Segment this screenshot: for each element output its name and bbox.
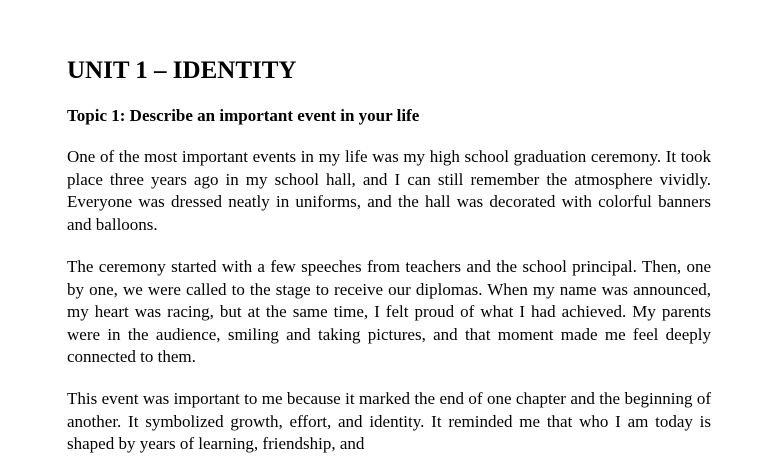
- paragraph-3: This event was important to me because it marked the end of one chapter and the beginning of another. It symbolized growth, effort, and identity. It reminded me that who I am today is shaped by years of learning, friendship, and: [67, 389, 711, 453]
- paragraph-1: One of the most important events in my life was my high school graduation ceremony. It took place three years ago in my school hall, and I can still remember the atmosphere vividly. Everyone was dressed neatly in uniforms, and the hall was decorated with colorful banners and balloons.: [67, 147, 711, 234]
- paragraph-2: The ceremony started with a few speeches from teachers and the school principal. Then, one by one, we were called to the stage to receive our diplomas. When my name was announced, my heart was racing, but at the same time, I felt proud of what I had achieved. My parents were in the audience, smiling and taking pictures, and that moment made me feel deeply connected to them.: [67, 257, 711, 366]
- topic-title: Topic 1: Describe an important event in your life: [67, 106, 420, 125]
- unit-title: UNIT 1 – IDENTITY: [67, 57, 297, 84]
